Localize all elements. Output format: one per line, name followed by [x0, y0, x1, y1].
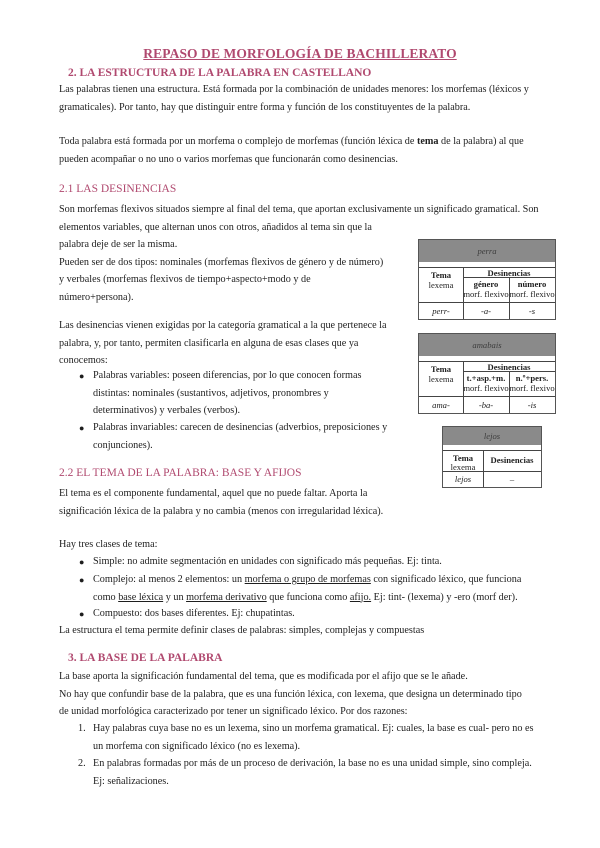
text-line: En palabras formadas por más de un proceso de derivación, la base no es una unidad simple, sino compleja. [93, 758, 532, 769]
table-cell: lejos [454, 474, 472, 484]
text-line: pueden acompañar o no uno o varios morfemas que funcionarán como desinencias. [59, 153, 398, 165]
header-cell: n.º+pers. [515, 373, 549, 383]
text-line: Complejo: al menos 2 elementos: un morfema o grupo de morfemas con significado léxico, que funciona [93, 574, 522, 585]
section-3-body [59, 668, 522, 721]
table-cell: ama- [432, 400, 450, 410]
header-cell: morf. flexivo [509, 383, 555, 393]
text-line: No hay que confundir base de la palabra, que es una función léxica, con lexema, que designa un determinado tipo [59, 688, 522, 700]
text-line: Ej: señalizaciones. [93, 775, 169, 787]
text-line: El tema es el componente fundamental, aquel que no puede faltar. Aporta la [59, 488, 368, 499]
text-line: Son morfemas flexivos situados siempre al final del tema, que aportan exclusivamente un significado gramatical. Son [59, 204, 539, 215]
text-line: Palabras variables: poseen diferencias, por lo que conocen formas [93, 370, 362, 381]
bullet-item [93, 571, 521, 606]
text-line: Pueden ser de dos tipos: nominales (morfemas flexivos de género y de número) [59, 256, 384, 268]
text-line: Toda palabra está formada por un morfema o complejo de morfemas (función léxica de tema de la palabra) al que [59, 136, 524, 147]
text-line: y verbales (morfemas flexivos de tiempo+aspecto+modo y de [59, 274, 311, 285]
text-line: Las palabras tienen una estructura. Está formada por la combinación de unidades menores: los morfemas (léxicos y [59, 84, 529, 95]
table-lejos [442, 426, 542, 488]
header-cell: t.+asp.+m. [466, 373, 506, 383]
text-line: La estructura el tema permite definir clases de palabras: simples, complejas y compuestas [59, 625, 425, 636]
table-cell: – [509, 474, 515, 484]
text-line: La base aporta la significación fundamental del tema, que es modificada por el afijo que se le añade. [59, 671, 468, 682]
table-word: amabais [419, 334, 555, 356]
table-cell: -a- [480, 306, 492, 316]
table-amabais [418, 333, 556, 414]
header-cell: Tema [430, 270, 452, 280]
text-line: Hay palabras cuya base no es un lexema, sino un morfema gramatical. Ej: cuales, la base es cual- pero no es [93, 723, 534, 734]
text-line: palabra deje de ser la misma. [59, 239, 178, 250]
header-cell: Desinencias [487, 362, 531, 372]
header-cell: morf. flexivo [463, 383, 509, 393]
section-2-1-body-2 [59, 317, 387, 370]
section-2-1-heading: 2.1 LAS DESINENCIAS [59, 183, 177, 195]
page-title: REPASO DE MORFOLOGÍA DE BACHILLERATO [143, 46, 457, 61]
bullet-icon: ● [79, 575, 85, 585]
section-2-paragraph-1 [59, 81, 529, 116]
text-line: conocemos: [59, 355, 108, 366]
section-3-heading: 3. LA BASE DE LA PALABRA [68, 652, 223, 664]
text-line: significación léxica de la palabra y no cambia (menos con irregularidad léxica). [59, 505, 384, 517]
text-line: determinativos) y verbales (verbos). [93, 405, 241, 416]
bullet-item [93, 367, 361, 420]
table-word: perra [419, 240, 555, 262]
text-line: un morfema con significado léxico (no es lexema). [93, 740, 301, 752]
text-line: palabra, y, por tanto, permiten clasificarla en alguna de esas clases que ya [59, 337, 359, 349]
bullet-item: Compuesto: dos bases diferentes. Ej: chupatintas. [93, 608, 295, 619]
table-word: lejos [443, 427, 541, 445]
numbered-item [93, 755, 532, 790]
table-cell: -ba- [478, 400, 494, 410]
section-2-heading: 2. LA ESTRUCTURA DE LA PALABRA EN CASTELLANO [68, 67, 372, 79]
bullet-icon: ● [79, 423, 85, 433]
text-line: como base léxica y un morfema derivativo que funciona como afijo. Ej: tint- (lexema) y -ero (morf der). [93, 591, 518, 603]
header-cell: lexema [428, 374, 454, 384]
header-cell: Tema [430, 364, 452, 374]
text-line: Las desinencias vienen exigidas por la categoría gramatical a la que pertenece la [59, 320, 387, 331]
text-line: gramaticales). Por tanto, hay que distinguir entre forma y función de los constituyentes de la palabra. [59, 101, 471, 113]
bullet-item [93, 419, 387, 454]
table-cell: -s [528, 306, 536, 316]
bold-term: tema [416, 136, 439, 147]
header-cell: Desinencias [490, 455, 534, 465]
header-cell: Desinencias [487, 268, 531, 278]
bullet-item: Simple: no admite segmentación en unidades con significado más pequeñas. Ej: tinta. [93, 556, 442, 567]
list-number: 1. [78, 723, 86, 734]
bullet-icon: ● [79, 371, 85, 381]
section-2-2-body [59, 485, 383, 520]
text-line: número+persona). [59, 291, 134, 303]
header-cell: género [473, 279, 499, 289]
header-cell: morf. flexivo [509, 289, 555, 299]
text-line: Hay tres clases de tema: [59, 539, 158, 550]
text-line: conjunciones). [93, 439, 153, 451]
section-2-paragraph-2 [59, 133, 524, 168]
header-cell: morf. flexivo [463, 289, 509, 299]
header-cell: lexema [428, 280, 454, 290]
bullet-icon: ● [79, 557, 85, 567]
list-number: 2. [78, 758, 86, 769]
text-line: elementos variables, que alternan unos con otros, añadidos al tema sin que la [59, 221, 372, 233]
header-cell: Tema [452, 453, 474, 463]
section-2-2-heading: 2.2 EL TEMA DE LA PALABRA: BASE Y AFIJOS [59, 467, 302, 479]
table-cell: perr- [432, 306, 450, 316]
bullet-icon: ● [79, 609, 85, 619]
text-line: de unidad morfológica caracterizado por tener un significado léxico. Por dos razones: [59, 706, 408, 717]
header-cell: lexema [450, 462, 476, 472]
header-cell: número [517, 279, 547, 289]
text-line: Palabras invariables: carecen de desinencias (adverbios, preposiciones y [93, 422, 388, 433]
table-cell: -is [527, 400, 537, 410]
table-perra [418, 239, 556, 320]
text-line: distintas: nominales (sustantivos, adjetivos, pronombres y [93, 387, 329, 399]
numbered-item [93, 720, 533, 755]
